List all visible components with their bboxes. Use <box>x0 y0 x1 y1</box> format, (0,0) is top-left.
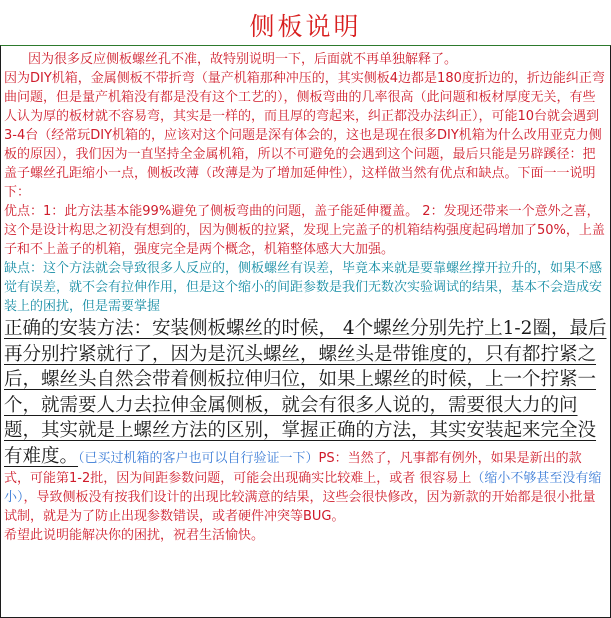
intro-paragraph: 因为很多反应侧板螺丝孔不准，故特别说明一下，后面就不再单独解释了。 <box>28 52 458 67</box>
ps-note: （缩小不够甚至没有缩小） <box>4 471 602 505</box>
installation-method-text: 正确的安装方法：安装侧板螺丝的时候， 4个螺丝分别先拧上1-2圈，最后再分别拧紧就行了，因为是沉头螺丝，螺丝头是带锥度的，只有都拧紧之后，螺丝头自然会带着侧板拉伸归位，如果上螺丝的时候，上一个拧紧一个，就需要人力去拉伸金属侧板，就会有很多人说的，需要很大力的问题，其实就是上螺丝方法的区别，掌握正确的方法，其实安装起来完全没有难度。 <box>4 318 607 467</box>
page-title: 侧板说明 <box>249 12 362 41</box>
closing-paragraph: 希望此说明能解决你的困扰，祝君生活愉快。 <box>4 528 265 543</box>
ps-text-after: ，导致侧板没有按我们设计的出现比较满意的结果，这些会很快修改，因为新款的开始都是很小批量试制，就是为了防止出现参数错误，或者硬件冲突等BUG。 <box>4 490 596 524</box>
title-bar <box>0 0 611 44</box>
disadvantages-paragraph: 缺点：这个方法就会导致很多人反应的，侧板螺丝有误差，毕竟本来就是要靠螺丝撑开拉升的，如果不感觉有误差，就不会有拉伸作用，但是这个缩小的间距参数是我们无数次实验调试的结果，基本不会造成安装上的困扰，但是需要掌握 <box>4 261 603 314</box>
reason-paragraph: 因为DIY机箱，金属侧板不带折弯（量产机箱那种冲压的，其实侧板4边都是180度折边的，折边能纠正弯曲问题，但是量产机箱没有都是没有这个工艺的），侧板弯曲的几率很高（此问题和板材厚度无关，有些人认为厚的板材就不容易弯，其实是一样的，而且厚的弯起来，纠正都没办法纠正），可能10台就会遇到3-4台（经常玩DIY机箱的，应该对这个问题是深有体会的，这也是现在很多DIY机箱为什么改用亚克力侧板的原因），我们因为一直坚持全金属机箱，所以不可避免的会遇到这个问题，最后只能是另辟蹊径：把盖子螺丝孔距缩小一点，侧板改薄（改薄是为了增加延伸性），这样做当然有优点和缺点。下面一一说明下： <box>4 71 605 200</box>
ps-text-before: PS：当然了，凡事都有例外，如果是新出的款式，可能第1-2批，因为间距参数问题，可能会出现确实比较难上，或者 很容易上 <box>4 450 582 486</box>
customers-verify-note: （已买过机箱的客户也可以自行验证一下） <box>78 450 319 466</box>
content-body <box>4 50 607 545</box>
advantages-paragraph: 优点：1：此方法基本能99%避免了侧板弯曲的问题，盖子能延伸覆盖。 2：发现还带来一个意外之喜，这个是设计构思之初没有想到的，因为侧板的拉紧，发现上完盖子的机箱结构强度起码增加了50%，上盖子和不上盖子的机箱，强度完全是两个概念，机箱整体感大大加强。 <box>4 204 605 257</box>
method-and-ps-paragraph <box>4 316 607 526</box>
